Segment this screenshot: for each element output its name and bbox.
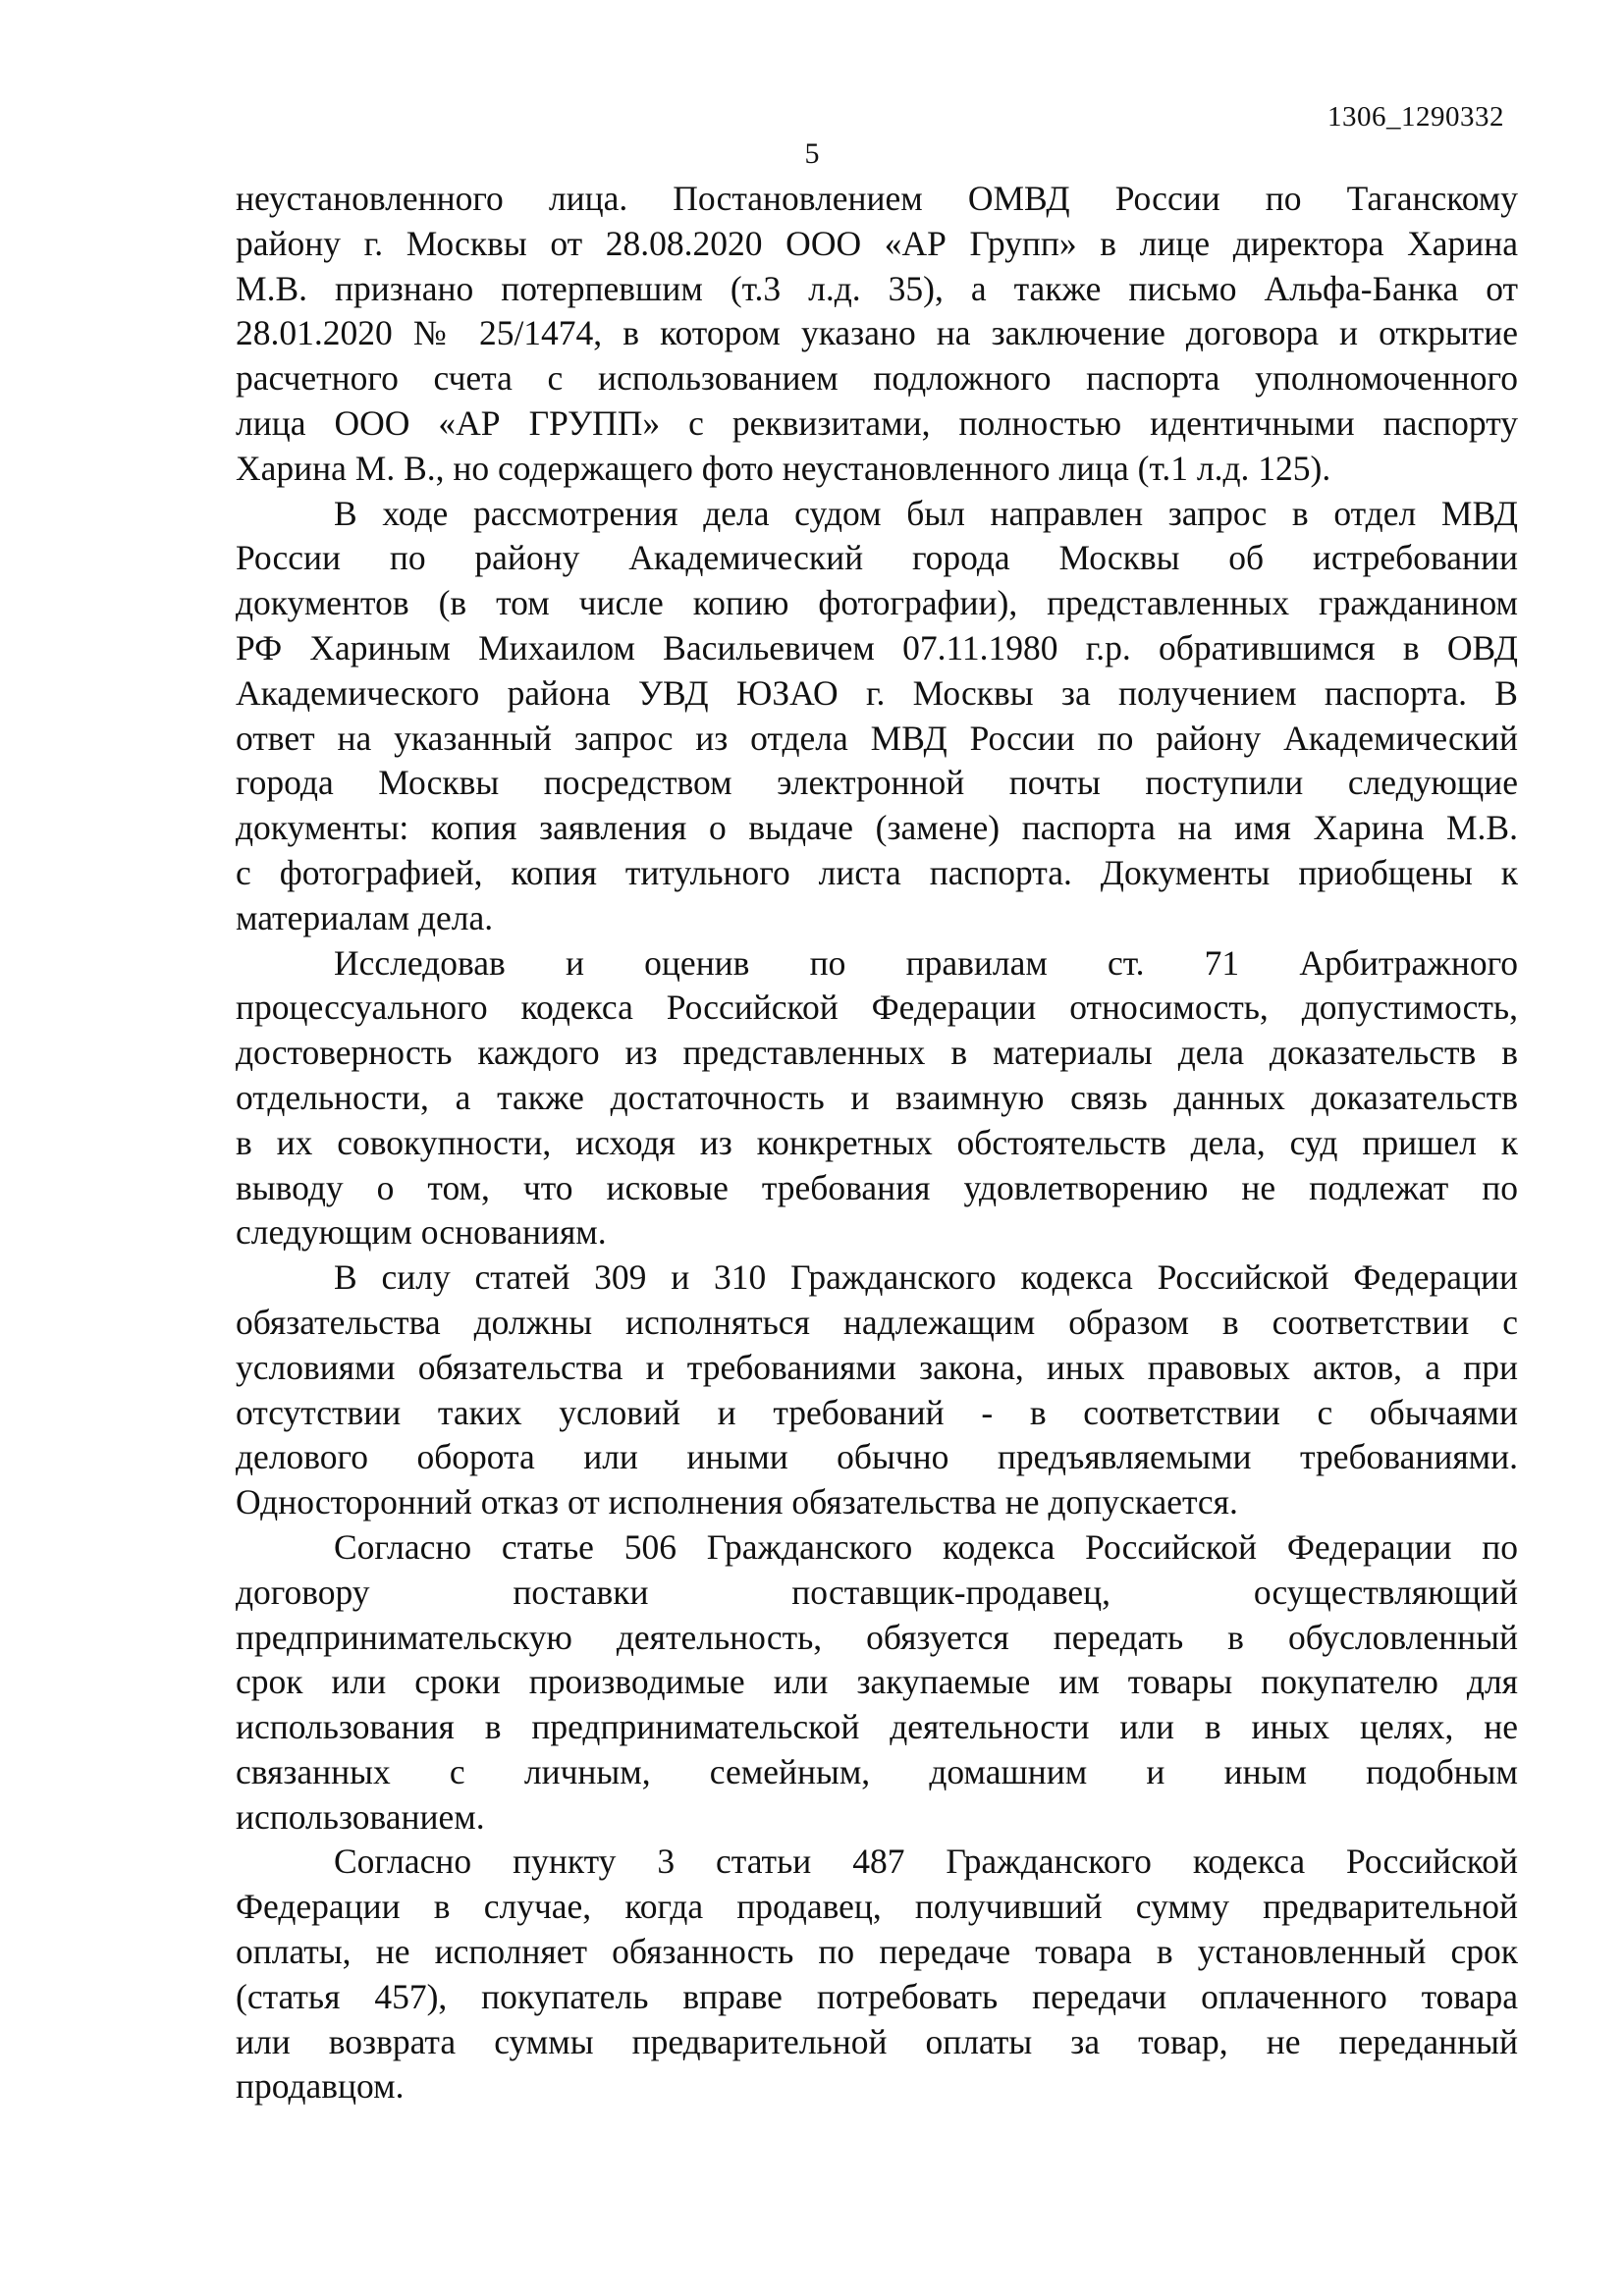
text-line: Согласно статье 506 Гражданского кодекса Российской Федерации по [334, 1526, 1518, 1567]
text-line: лица ООО «АР ГРУПП» с реквизитами, полностью идентичными паспорту [236, 402, 1518, 443]
text-line: связанных с личным, семейным, домашним и иным подобным [236, 1751, 1518, 1791]
text-line: выводу о том, что исковые требования удовлетворению не подлежат по [236, 1167, 1518, 1207]
text-line: отсутствии таких условий и требований - в соответствии с обычаями [236, 1392, 1518, 1432]
text-line: достоверность каждого из представленных в материалы дела доказательств в [236, 1033, 1518, 1073]
text-line: документов (в том числе копию фотографии), представленных гражданином [236, 583, 1518, 623]
text-line: Академического района УВД ЮЗАО г. Москвы за получением паспорта. В [236, 672, 1518, 713]
paragraph [236, 941, 1518, 1256]
text-line: Согласно пункту 3 статьи 487 Гражданского кодекса Российской [334, 1842, 1518, 1882]
text-line: РФ Хариным Михаилом Васильевичем 07.11.1980 г.р. обратившимся в ОВД [236, 627, 1518, 667]
text-line: документы: копия заявления о выдаче (замене) паспорта на имя Харина М.В. [236, 808, 1518, 848]
paragraph [236, 1255, 1518, 1525]
document-body [236, 177, 1518, 2109]
text-line: или возврата суммы предварительной оплаты за товар, не переданный [236, 2021, 1518, 2061]
text-line: условиями обязательства и требованиями закона, иных правовых актов, а при [236, 1347, 1518, 1387]
text-line: в их совокупности, исходя из конкретных обстоятельств дела, суд пришел к [236, 1122, 1518, 1162]
text-line: отдельности, а также достаточность и взаимную связь данных доказательств [236, 1077, 1518, 1117]
text-line: материалам дела. [236, 897, 494, 937]
text-line: использованием. [236, 1796, 485, 1837]
paragraph [236, 1840, 1518, 2109]
text-line: расчетного счета с использованием подложного паспорта уполномоченного [236, 358, 1518, 399]
text-line: продавцом. [236, 2066, 405, 2107]
text-line: с фотографией, копия титульного листа паспорта. Документы приобщены к [236, 852, 1518, 892]
text-line: договору поставки поставщик-продавец, осуществляющий [236, 1572, 1518, 1612]
text-line: (статья 457), покупатель вправе потребовать передачи оплаченного товара [236, 1976, 1518, 2016]
text-line: В ходе рассмотрения дела судом был направлен запрос в отдел МВД [334, 493, 1518, 533]
text-line: Односторонний отказ от исполнения обязательства не допускается. [236, 1482, 1238, 1522]
text-line: обязательства должны исполняться надлежащим образом в соответствии с [236, 1302, 1518, 1342]
text-line: города Москвы посредством электронной почты поступили следующие [236, 763, 1518, 803]
page-number: 5 [804, 137, 820, 170]
text-line: использования в предпринимательской деятельности или в иных целях, не [236, 1707, 1518, 1747]
text-line: Исследовав и оценив по правилам ст. 71 Арбитражного [334, 942, 1518, 983]
text-line: делового оборота или иными обычно предъявляемыми требованиями. [236, 1437, 1518, 1477]
text-line: срок или сроки производимые или закупаемые им товары покупателю для [236, 1662, 1518, 1702]
paragraph [236, 492, 1518, 941]
text-line: следующим основаниям. [236, 1212, 607, 1253]
paragraph [236, 1525, 1518, 1841]
paragraph [236, 177, 1518, 492]
text-line: Федерации в случае, когда продавец, получивший сумму предварительной [236, 1887, 1518, 1927]
document-id: 1306_1290332 [1327, 101, 1504, 133]
text-line: Харина М. В., но содержащего фото неустановленного лица (т.1 л.д. 125). [236, 448, 1331, 488]
text-line: России по району Академический города Москвы об истребовании [236, 538, 1518, 578]
text-line: М.В. признано потерпевшим (т.3 л.д. 35), а также письмо Альфа-Банка от [236, 268, 1518, 308]
text-line: предпринимательскую деятельность, обязуется передать в обусловленный [236, 1617, 1518, 1657]
text-line: процессуального кодекса Российской Федерации относимость, допустимость, [236, 988, 1518, 1028]
text-line: ответ на указанный запрос из отдела МВД России по району Академический [236, 718, 1518, 758]
text-line: 28.01.2020 № 25/1474, в котором указано на заключение договора и открытие [236, 313, 1518, 353]
text-line: неустановленного лица. Постановлением ОМВД России по Таганскому [236, 179, 1518, 218]
text-line: оплаты, не исполняет обязанность по передаче товара в установленный срок [236, 1932, 1518, 1972]
text-line: В силу статей 309 и 310 Гражданского кодекса Российской Федерации [334, 1257, 1518, 1298]
text-line: району г. Москвы от 28.08.2020 ООО «АР Групп» в лице директора Харина [236, 223, 1518, 263]
